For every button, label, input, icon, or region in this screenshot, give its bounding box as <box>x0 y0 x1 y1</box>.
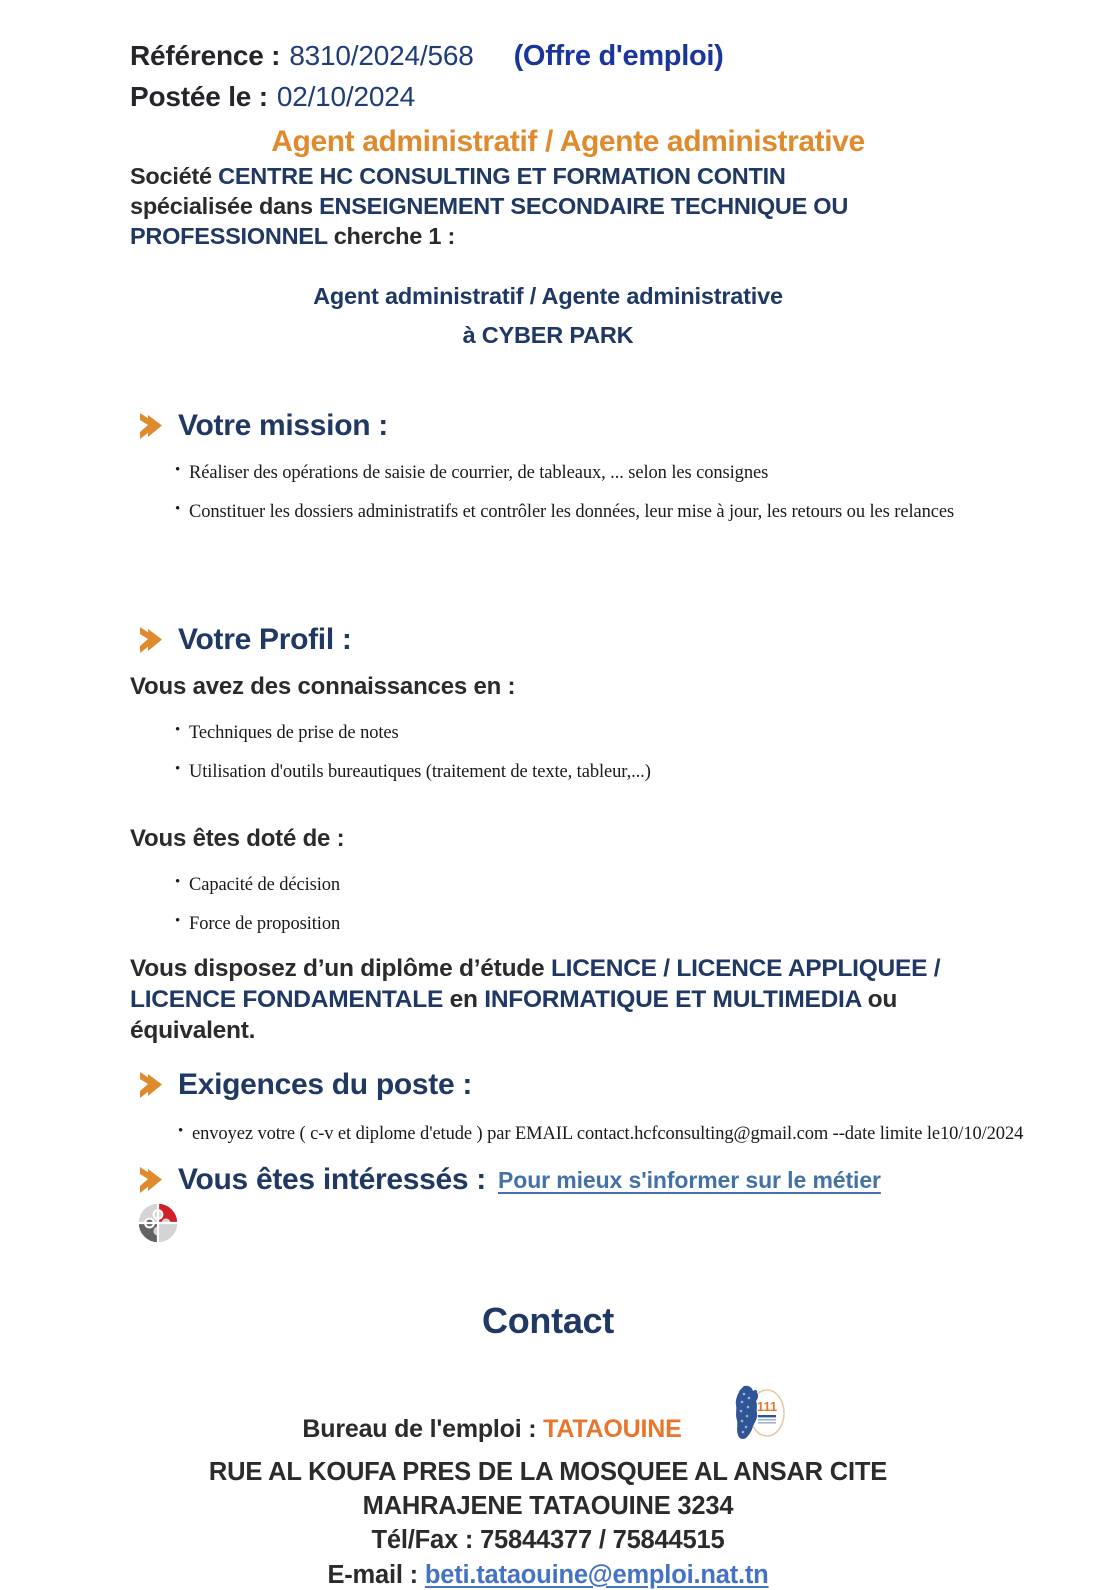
tunisia-map-logo-icon <box>722 1378 794 1448</box>
diploma-requirement <box>130 953 985 1046</box>
bureau-line <box>302 1415 681 1444</box>
list-item: • Utilisation d'outils bureautiques (traitement de texte, tableur,...) <box>175 762 1096 783</box>
email-link[interactable]: beti.tataouine@emploi.nat.tn <box>424 1561 769 1589</box>
reference-label: Référence : <box>130 40 281 71</box>
requirements-heading-row <box>138 1068 1096 1102</box>
mission-list <box>175 463 1096 523</box>
email-line <box>0 1561 1096 1590</box>
address-line-2: MAHRAJENE TATAOUINE 3234 <box>362 1492 734 1520</box>
page-title: Agent administratif / Agente administrative <box>271 125 865 158</box>
mission-heading: Votre mission : <box>178 409 388 442</box>
document-header <box>0 0 1096 113</box>
bureau-city: TATAOUINE <box>543 1415 682 1443</box>
company-end: cherche 1 : <box>327 223 456 249</box>
puzzle-icon[interactable] <box>136 1201 180 1245</box>
company-name: CENTRE HC CONSULTING ET FORMATION CONTIN <box>218 163 786 189</box>
arrow-right-icon <box>138 411 164 441</box>
knowledge-label: Vous avez des connaissances en : <box>130 673 516 700</box>
reference-value: 8310/2024/568 <box>289 40 474 71</box>
qualities-list <box>175 875 1096 935</box>
list-item: • Force de proposition <box>175 914 1096 935</box>
contact-title: Contact <box>482 1300 614 1341</box>
list-item: • Constituer les dossiers administratifs et contrôler les données, leur mise à jour, les retours ou les relances <box>175 502 1096 523</box>
role-location: à CYBER PARK <box>462 322 634 348</box>
phone-line: Tél/Fax : 75844377 / 75844515 <box>371 1526 725 1554</box>
reference-line <box>130 40 1096 73</box>
role-line: Agent administratif / Agente administrative <box>313 283 783 309</box>
knowledge-list <box>175 723 1096 783</box>
address-block <box>0 1455 1096 1557</box>
requirements-list <box>178 1124 1096 1145</box>
profile-heading-row <box>138 623 1096 657</box>
offer-tag: (Offre d'emploi) <box>513 40 724 72</box>
diploma-field: INFORMATIQUE ET MULTIMEDIA <box>484 986 862 1013</box>
posted-line <box>130 81 1096 113</box>
list-item: • Réaliser des opérations de saisie de courrier, de tableaux, ... selon les consignes <box>175 463 1096 484</box>
mission-heading-row <box>138 409 1096 443</box>
more-info-link[interactable]: Pour mieux s'informer sur le métier <box>498 1166 881 1193</box>
arrow-right-icon <box>138 1070 164 1100</box>
bureau-row <box>0 1399 1096 1453</box>
list-item: • Techniques de prise de notes <box>175 723 1096 744</box>
profile-heading: Votre Profil : <box>178 623 352 656</box>
diploma-mid: en <box>443 986 485 1013</box>
company-mid: spécialisée dans <box>130 193 320 219</box>
diploma-name: LICENCE / LICENCE APPLIQUEE / LICENCE FONDAMENTALE <box>130 955 941 1013</box>
company-sector: ENSEIGNEMENT SECONDAIRE TECHNIQUE OU PROFESSIONNEL <box>130 193 849 249</box>
diploma-pre: Vous disposez d’un diplôme d’étude <box>130 955 551 982</box>
arrow-right-icon <box>138 1165 164 1195</box>
interested-heading: Vous êtes intéressés : <box>178 1163 486 1196</box>
qualities-label: Vous êtes doté de : <box>130 825 345 852</box>
email-label: E-mail : <box>327 1561 425 1589</box>
list-item: • Capacité de décision <box>175 875 1096 896</box>
arrow-right-icon <box>138 625 164 655</box>
interested-row <box>138 1163 1096 1197</box>
role-block <box>0 283 1096 349</box>
posted-value: 02/10/2024 <box>276 81 415 112</box>
logo-number: 111 <box>756 1399 777 1414</box>
agency-logo <box>722 1378 794 1453</box>
diploma-post: ou équivalent. <box>130 986 898 1044</box>
company-intro: Société <box>130 163 219 189</box>
bureau-label: Bureau de l'emploi : <box>302 1415 544 1443</box>
list-item: • envoyez votre ( c-v et diplome d'etude ) par EMAIL contact.hcfconsulting@gmail.com --date limite le10/10/2024 <box>178 1124 1096 1145</box>
requirements-heading: Exigences du poste : <box>178 1068 473 1101</box>
puzzle-icon-wrap <box>136 1201 1096 1250</box>
company-description <box>130 161 905 251</box>
posted-label: Postée le : <box>130 81 268 112</box>
address-line-1: RUE AL KOUFA PRES DE LA MOSQUEE AL ANSAR CITE <box>208 1458 888 1486</box>
